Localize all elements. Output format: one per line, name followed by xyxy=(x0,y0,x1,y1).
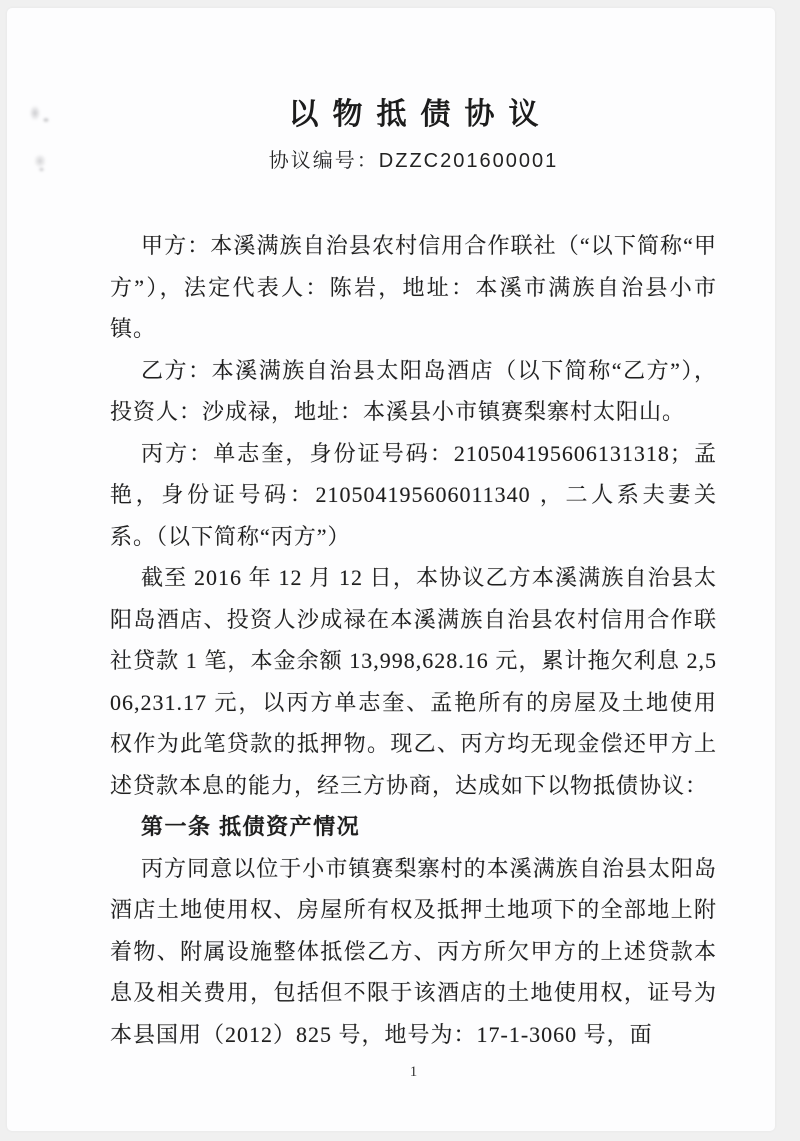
document-content xyxy=(110,8,717,1131)
party-c-paragraph: 丙方：单志奎，身份证号码：210504195606131318；孟艳，身份证号码：210504195606011340 ，二人系夫妻关系。（以下简称“丙方”） xyxy=(110,440,717,549)
party-a-paragraph: 甲方：本溪满族自治县农村信用合作联社（“以下简称“甲方”），法定代表人：陈岩，地址：本溪市满族自治县小市镇。 xyxy=(110,233,717,341)
document-body xyxy=(110,225,717,1055)
scan-artifact-speck xyxy=(31,151,49,171)
scan-artifact-speck xyxy=(41,116,51,124)
document-title: 以物抵债协议 xyxy=(288,98,553,131)
scanned-document-page xyxy=(7,8,775,1131)
debt-summary-paragraph: 截至 2016 年 12 月 12 日，本协议乙方本溪满族自治县太阳岛酒店、投资人沙成禄在本溪满族自治县农村信用合作联社贷款 1 笔，本金余额 13,998,628.16 元，累计拖欠利息 2,506,231.17 元，以丙方单志奎、孟艳所有的房屋及土地使用权作为此笔贷款的抵押物。现乙、丙方均无现金偿还甲方上述贷款本息的能力，经三方协商，达成如下以物抵债协议： xyxy=(110,565,717,798)
scan-artifact-speck xyxy=(27,102,43,124)
agreement-number: 协议编号：DZZC201600001 xyxy=(268,150,559,172)
party-b-paragraph: 乙方：本溪满族自治县太阳岛酒店（以下简称“乙方”），投资人：沙成禄，地址：本溪县小市镇赛梨寨村太阳山。 xyxy=(110,357,717,424)
page-number: 1 xyxy=(409,1064,418,1080)
article-1-paragraph: 丙方同意以位于小市镇赛梨寨村的本溪满族自治县太阳岛酒店土地使用权、房屋所有权及抵押土地项下的全部地上附着物、附属设施整体抵偿乙方、丙方所欠甲方的上述贷款本息及相关费用，包括但不限于该酒店的土地使用权，证号为本县国用（2012）825 号，地号为：17-1-3060 号，面 xyxy=(110,855,717,1047)
scan-artifact-speck xyxy=(37,166,46,173)
article-1-heading: 第一条 抵债资产情况 xyxy=(141,814,361,839)
